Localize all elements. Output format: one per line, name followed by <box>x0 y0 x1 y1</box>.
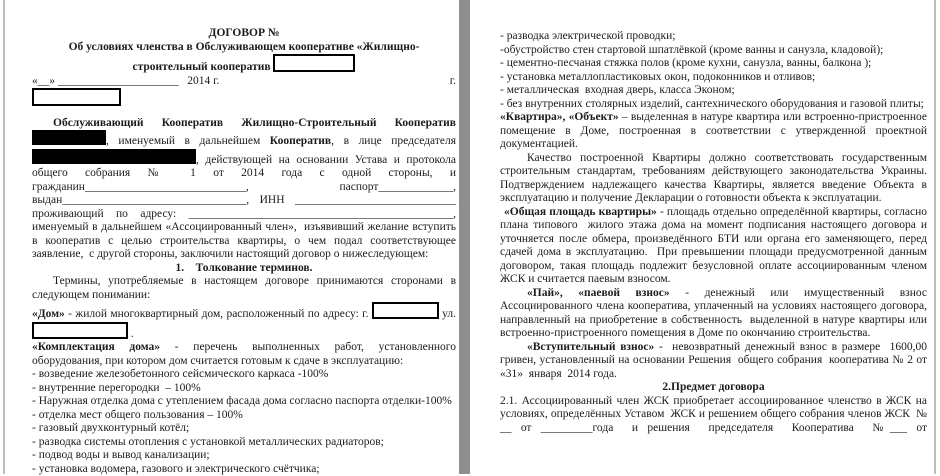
doc-subtitle-line-2 <box>32 54 456 75</box>
term-bold-text: «Комплектация дома» <box>32 341 160 353</box>
bullet-item <box>32 436 456 450</box>
date-blank <box>32 75 219 89</box>
term-pai <box>500 287 927 341</box>
term-dom <box>32 302 456 341</box>
city-label <box>450 75 456 89</box>
redaction-box <box>32 322 128 339</box>
text-run: - цементно-песчаная стяжка полов (кроме кухни, санузла, ванны, балкона ); <box>500 57 871 69</box>
text-run: , действующей на основании Устава и протокола общего собрания № 1 от 2014 года с одной стороны, и гражданин____________________________, паспорт_____________, выдан________________________________, ИНН ____________________________ проживающий по адресу: ______________________________________________, именуемый в дальнейшем «Ассоциированный член», изъявивший желание вступить в кооператив с целью строительства квартиры, о чем подал соответствующее заявление, с другой стороны, заключили настоящий договор о нижеследующем: <box>32 154 456 261</box>
text-run: - Наружная отделка дома с утеплением фасада дома согласно паспорта отделки-100% <box>32 395 452 407</box>
intro-paragraph <box>32 117 456 262</box>
text-run: ул. <box>439 308 456 320</box>
text-run: - разводка электрической проводки; <box>500 30 675 42</box>
text-run: 2.1. Ассоциированный член ЖСК приобретает ассоциированное членство в ЖСК на условиях, определённых Уставом ЖСК и решением общего собрания членов ЖСК № __ от _________года и решения председателя Кооператива №___ от <box>500 395 927 434</box>
term-bold-text: Обслуживающий Кооператив Жилищно-Строительный Кооператив <box>53 117 456 129</box>
text-run: - установка металлопластиковых окон, подоконников и отливов; <box>500 71 815 83</box>
term-bold-text: «Вступительный взнос» <box>527 341 654 353</box>
bullet-item <box>500 44 927 58</box>
doc-title <box>32 27 456 41</box>
bullet-item <box>32 368 456 382</box>
term-bold-text: «Общая площадь квартиры» <box>504 206 657 218</box>
text-run: - отделка мест общего пользования – 100% <box>32 409 243 421</box>
section-1-heading <box>32 262 456 276</box>
text-run: «__» _____________________ 2014 г. <box>32 75 219 87</box>
term-kvartira <box>500 111 927 152</box>
redaction-box <box>32 88 121 106</box>
term-bold-text: «Дом» <box>32 308 65 320</box>
doc-subtitle-line-1 <box>32 41 456 55</box>
text-run: , в лице председателя <box>331 135 456 147</box>
term-bold-text: «Квартира», «Объект» <box>500 111 619 123</box>
bullet-item <box>500 84 927 98</box>
text-run: - невозвратный денежный взнос в размере 1600,00 гривен, установленный на основании Решения общего собрания кооператива № 2 от «31» января 2014 года. <box>500 341 927 380</box>
text-run: - без внутренних столярных изделий, сантехнического оборудования и газовой плиты; <box>500 98 924 110</box>
text-run: - газовый двухконтурный котёл; <box>32 422 189 434</box>
date-city-line <box>32 75 456 89</box>
text-run: строительный кооператив <box>133 61 274 73</box>
bullet-item <box>500 30 927 44</box>
bullet-item <box>500 98 927 112</box>
redaction-line <box>32 88 456 109</box>
text-run: – выделенная в натуре квартира или встроенно-пристроенное помещение в Доме, построенная в соответствии с утвержденной проектной документацией. <box>500 111 927 150</box>
bullet-item <box>500 71 927 85</box>
page-2 <box>470 0 934 474</box>
text-run: -обустройство стен стартовой шпатлёвкой (кроме ванны и санузла, кладовой); <box>500 44 883 56</box>
text-run: - подвод воды и вывод канализации; <box>32 449 210 461</box>
text-run: ДОГОВОР № <box>209 27 280 39</box>
terms-intro <box>32 275 456 302</box>
redaction-box <box>273 54 355 72</box>
term-bold-text: «Пай», «паевой взнос» <box>527 287 670 299</box>
text-run: г. <box>450 75 456 87</box>
text-run: - перечень выполненных работ, установленного оборудования, при котором дом считается готовым к сдаче в эксплуатацию: <box>32 341 456 367</box>
bullet-item <box>32 382 456 396</box>
term-komplektacia <box>32 341 456 368</box>
redaction-box <box>372 302 439 319</box>
text-run: Качество построенной Квартиры должно соответствовать государственным строительным стандартам, требованиям действующего законодательства Украины. Подтверждением надлежащего качества Квартиры, является введение Объекта в эксплуатацию и получение Декларации о готовности объекта к эксплуатации. <box>500 152 927 205</box>
page-divider <box>459 0 470 474</box>
text-run: - возведение железобетонного сейсмического каркаса -100% <box>32 368 328 380</box>
bullet-item <box>32 409 456 423</box>
term-vstupitelny-vznos <box>500 341 927 382</box>
text-run: 1. Толкование терминов. <box>175 262 312 274</box>
redaction-box <box>32 130 106 145</box>
term-obshchaya-ploshchad <box>500 206 927 287</box>
term-bold-text: Кооператив <box>270 135 331 147</box>
text-run: - установка водомера, газового и электрического счётчика; <box>32 463 320 475</box>
bullet-item <box>32 449 456 463</box>
text-run: - площадь отдельно определённой квартиры, согласно плана типового жилого этажа дома на момент подписания настоящего договора и уточняется после обмера, произведённого БТИ или органа его заменяющего, перед сдачей дома в эксплуатацию. При превышении площади предусмотренной данным договором, такая площадь подлежит безусловной оплате ассоциированным членом ЖСК и считается паевым взносом. <box>500 206 927 286</box>
page-1 <box>5 0 459 474</box>
text-run: - внутренние перегородки – 100% <box>32 382 201 394</box>
text-run: - денежный или имущественный взнос Ассоциированного члена кооператива, уплаченный на условиях настоящего договора, направленный на приобретение в собственность выделенной в натуре квартиры или встроенно-пристроенного помещения в Доме по окончанию строительства. <box>500 287 927 340</box>
clause-2-1 <box>500 395 927 436</box>
page-edge-right <box>934 0 936 474</box>
bullet-item <box>32 395 456 409</box>
bullet-item <box>32 422 456 436</box>
text-run: - жилой многоквартирный дом, расположенный по адресу: г. <box>65 308 372 320</box>
text-run: - разводка системы отопления с установкой металлических радиаторов; <box>32 436 384 448</box>
bullet-item <box>500 57 927 71</box>
quality-paragraph <box>500 152 927 206</box>
text-run: 2.Предмет договора <box>662 381 764 393</box>
text-run: . <box>128 328 134 340</box>
text-run: , именуемый в дальнейшем <box>106 135 270 147</box>
text-run: Об условиях членства в Обслуживающем кооперативе «Жилищно- <box>69 41 420 53</box>
text-run: Термины, употребляемые в настоящем договоре принимаются сторонами в следующем понимании: <box>32 275 456 301</box>
section-2-heading <box>500 381 927 395</box>
text-run: - металлическая входная дверь, класса Эконом; <box>500 84 735 96</box>
redaction-box <box>32 149 196 164</box>
